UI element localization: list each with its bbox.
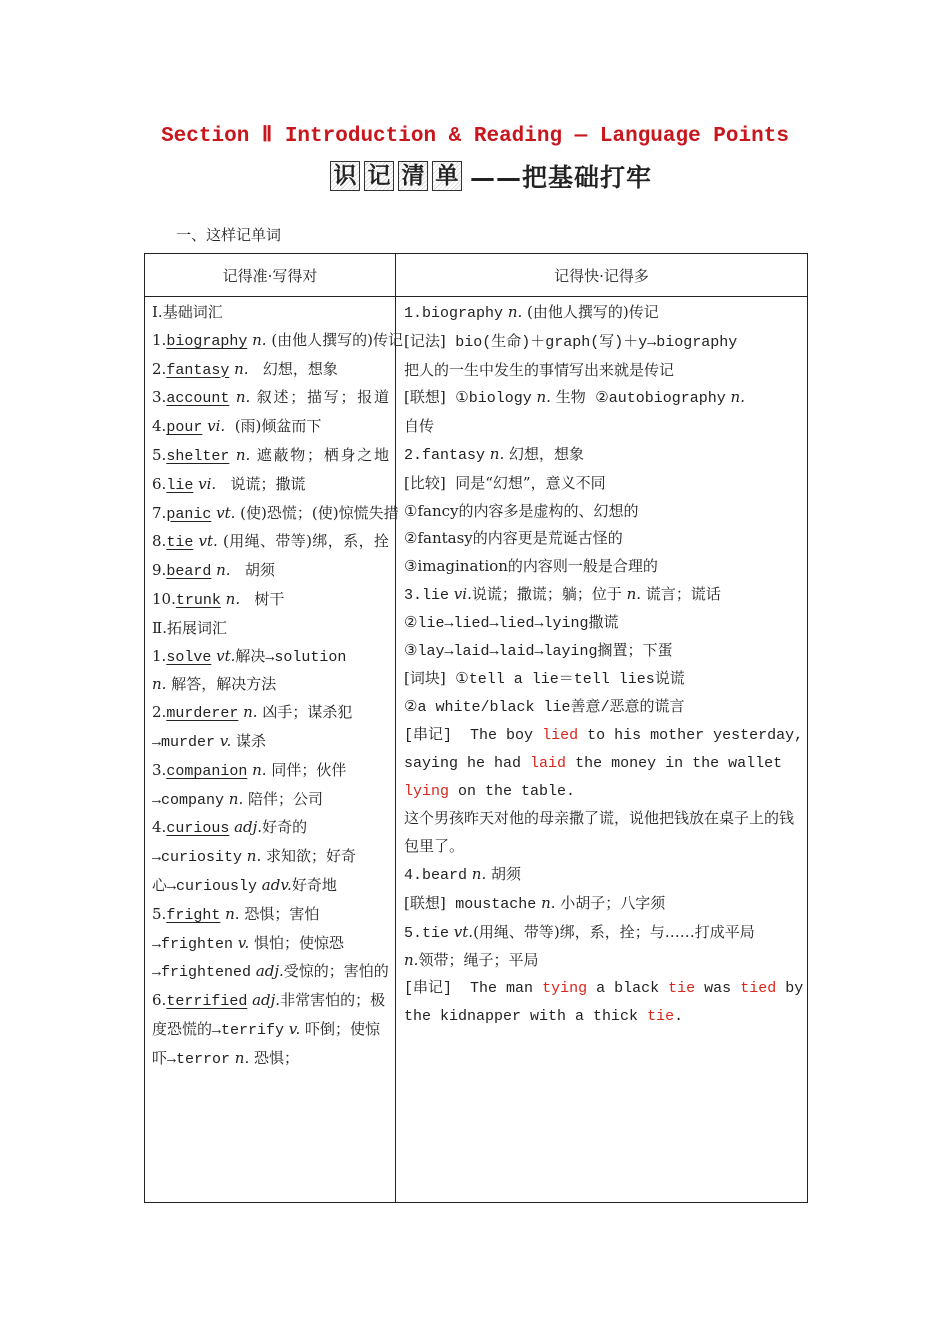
- note-line: [联想] moustache n. 小胡子；八字须: [404, 893, 666, 913]
- table-header-right: 记得快·记得多: [396, 254, 808, 297]
- vocab-item: 7.panic vt. (使)恐慌；(使)惊慌失措: [152, 503, 399, 523]
- note-line: 这个男孩昨天对他的母亲撒了谎，说他把钱放在桌子上的钱包里了。: [404, 809, 795, 856]
- vocab-item: 4.curious adj.好奇的: [152, 818, 308, 838]
- note-line: [串记] The boy lied to his mother yesterday,: [404, 726, 804, 744]
- vocab-item: 8.tie vt. (用绳、带等)绑，系，拴: [152, 532, 389, 552]
- extended-vocab-heading: Ⅱ.拓展词汇: [152, 618, 227, 637]
- vocab-table: [144, 253, 808, 1203]
- note-line: 2.fantasy n. 幻想，想象: [404, 444, 585, 464]
- note-line: ②lie→lied→lied→lying撒谎: [404, 614, 619, 632]
- note-line: 把人的一生中发生的事情写出来就是传记: [404, 360, 675, 379]
- note-line: 5.tie vt.(用绳、带等)绑，系，拴；与……打成平局: [404, 922, 755, 942]
- vocab-item: 1.solve vt.解决→solution: [152, 646, 347, 666]
- vocab-item: 10.trunk n. 树干: [152, 589, 285, 609]
- note-line: [联想] ①biology n. 生物 ②autobiography n.: [404, 388, 745, 408]
- note-line: ③lay→laid→laid→laying搁置；下蛋: [404, 642, 673, 660]
- subtitle-text: ——把基础打牢: [470, 163, 653, 192]
- vocab-item: 3.account n. 叙述；描写；报道: [152, 388, 389, 408]
- vocab-item: 5.shelter n. 遮蔽物；栖身之地: [152, 445, 389, 465]
- note-line: 自传: [404, 417, 435, 436]
- right-column: [396, 297, 808, 1203]
- note-line: [记法] bio(生命)＋graph(写)＋y→biography: [404, 331, 738, 351]
- vocab-item: 5.fright n. 恐惧；害怕: [152, 904, 320, 924]
- subtitle-boxed-char: 清: [398, 161, 428, 191]
- subtitle-boxed-char: 单: [432, 161, 462, 191]
- note-line: [串记] The man tying a black tie was tied by: [404, 980, 804, 998]
- left-column: Ⅰ.基础词汇 1.biography n. (由他人撰写的)传记 2.fantasy n. 幻想，想象 3.account n. 叙述；描写；报道 4.pour vi. (雨)倾盆而下 5.shelter n. 遮蔽物；栖身之地 6.lie vi. 说谎；撒谎 7.panic vt. (使)恐慌；(使)惊慌失措 8.tie vt. (用绳、带等)绑，系，拴 9.beard n. 胡须 10.trunk n. 树干 Ⅱ.拓展词汇 1.solve vt.解决→solution n. 解答，解决方法 2.murderer n. 凶手；谋杀犯 →murder v. 谋杀 3.companion n. 同伴；伙伴 →company n. 陪伴；公司 4.curious adj.好奇的 →curiosity n. 求知欲；好奇 心→curiously adv.好奇地 5.fright n. 恐惧；害怕 →frighten v. 惧怕；使惊恐 →frightened adj.受惊的；害怕的 6.terrified adj.非常害怕的；极度恐慌的→terrify v. 吓倒；使惊吓→terror n. 恐惧；: [145, 297, 396, 1203]
- table-header-left: 记得准·写得对: [145, 254, 396, 297]
- vocab-item: 6.terrified adj.非常害怕的；极度恐慌的→terrify v. 吓倒；使惊吓→terror n. 恐惧；: [152, 991, 386, 1068]
- note-line: lying on the table.: [404, 782, 576, 800]
- note-line: 3.lie vi.说谎；撒谎；躺；位于 n. 谎言；谎话: [404, 584, 721, 604]
- note-line: [比较] 同是“幻想”，意义不同: [404, 473, 606, 492]
- note-line: n.领带；绳子；平局: [404, 951, 539, 970]
- vocab-item: 2.fantasy n. 幻想，想象: [152, 359, 338, 379]
- section-title: Section Ⅱ Introduction & Reading — Language Points: [161, 125, 789, 148]
- note-line: ②a white/black lie善意/恶意的谎言: [404, 699, 685, 717]
- note-line: [词块] ①tell a lie＝tell lies说谎: [404, 669, 685, 689]
- note-line: ③imagination的内容则一般是合理的: [404, 557, 658, 576]
- basic-vocab-heading: Ⅰ.基础词汇: [152, 303, 223, 321]
- vocab-item: 4.pour vi. (雨)倾盆而下: [152, 417, 322, 437]
- vocab-item: 3.companion n. 同伴；伙伴: [152, 760, 347, 780]
- vocab-item: 6.lie vi. 说谎；撒谎: [152, 474, 306, 494]
- vocab-item: 2.murderer n. 凶手；谋杀犯: [152, 703, 353, 723]
- vocab-item: 9.beard n. 胡须: [152, 561, 275, 581]
- note-line: ①fancy的内容多是虚构的、幻想的: [404, 501, 639, 520]
- note-line: ②fantasy的内容更是荒诞古怪的: [404, 529, 623, 548]
- note-line: the kidnapper with a thick tie.: [404, 1007, 684, 1025]
- subtitle-boxed-char: 记: [364, 161, 394, 191]
- note-line: 4.beard n. 胡须: [404, 864, 522, 884]
- note-line: 1.biography n. (由他人撰写的)传记: [404, 303, 659, 322]
- vocab-meaning: (由他人撰写的)传记: [271, 330, 404, 349]
- note-line: saying he had laid the money in the wallet: [404, 754, 783, 772]
- subtitle: [330, 160, 652, 192]
- vocab-item: 1.biography n. (由他人撰写的)传记: [152, 330, 404, 350]
- section-heading: 一、这样记单词: [176, 226, 282, 244]
- subtitle-boxed-char: 识: [330, 161, 360, 191]
